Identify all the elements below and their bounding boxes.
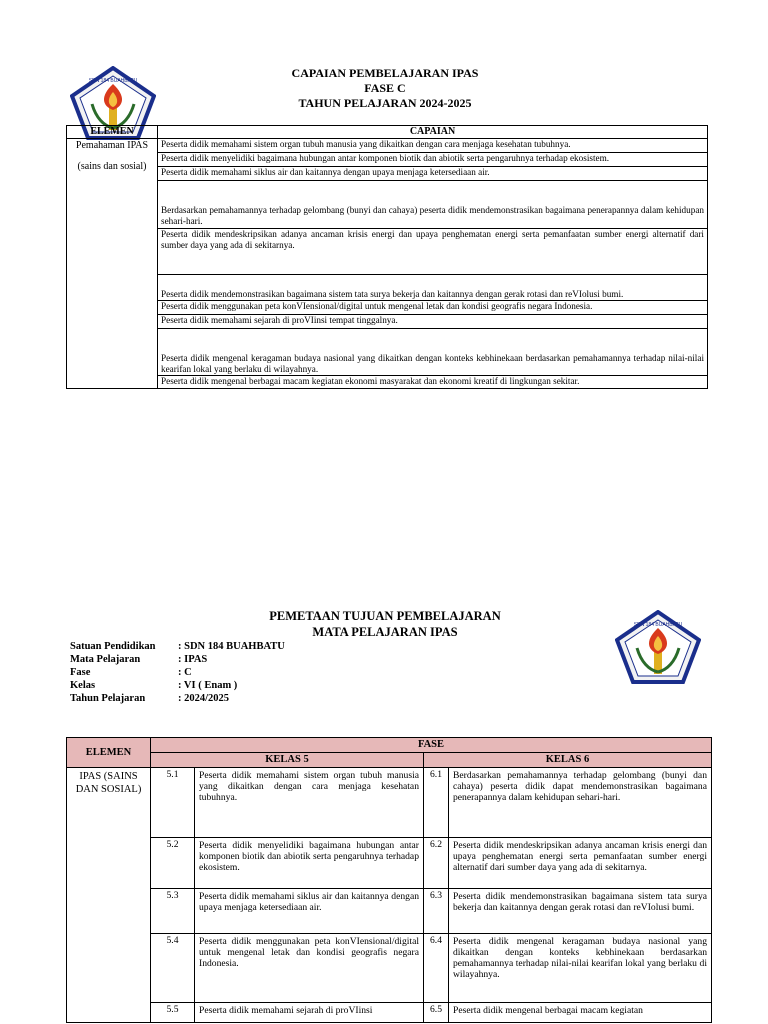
info-row [70, 692, 285, 705]
tp-number: 6.5 [424, 1003, 449, 1023]
info-block [70, 640, 285, 705]
tp-number: 6.3 [424, 889, 449, 934]
doc1-title-line-2: FASE C [364, 81, 406, 95]
tp-text: Peserta didik menggunakan peta konVIensional/digital untuk mengenal letak dan kondisi geografis negara Indonesia. [195, 934, 424, 1003]
info-label: Fase [70, 667, 91, 678]
tp-text: Peserta didik memahami sistem organ tubuh manusia yang dikaitkan dengan cara menjaga kesehatan tubuhnya. [195, 768, 424, 838]
capaian-row: Peserta didik mengenal berbagai macam kegiatan ekonomi masyarakat dan ekonomi kreatif di lingkungan sekitar. [158, 376, 708, 389]
info-value: : SDN 184 BUAHBATU [178, 641, 285, 652]
tp-text: Peserta didik mengenal keragaman budaya nasional yang dikaitkan dengan konteks kebhinekaan berdasarkan pemahamannya terhadap nilai-nilai kearifan lokal yang berlaku di wilayahnya. [449, 934, 712, 1003]
elemen-name: Pemahaman IPAS [75, 140, 149, 151]
info-row [70, 666, 285, 679]
svg-text:SDN 184 BUAHBATU: SDN 184 BUAHBATU [633, 622, 683, 628]
tp-number: 6.4 [424, 934, 449, 1003]
doc1-title [200, 66, 570, 111]
elemen-sub: (sains dan sosial) [77, 161, 147, 172]
tp-text: Peserta didik mendeskripsikan adanya ancaman krisis energi dan upaya penghematan energi serta pemanfaatan sumber energi alternatif dari sumber daya yang ada di sekitarnya. [449, 838, 712, 889]
info-row [70, 653, 285, 666]
tp-text: Berdasarkan pemahamannya terhadap gelombang (bunyi dan cahaya) peserta didik dapat mendemonstrasikan bagaimana penerapannya dalam kehidupan sehari-hari. [449, 768, 712, 838]
tp-text: Peserta didik memahami siklus air dan kaitannya dengan upaya menjaga ketersediaan air. [195, 889, 424, 934]
tp-number: 5.5 [151, 1003, 195, 1023]
info-label: Kelas [70, 680, 96, 691]
info-row [70, 679, 285, 692]
doc1-title-line-3: TAHUN PELAJARAN 2024-2025 [298, 96, 472, 110]
tp-number: 5.4 [151, 934, 195, 1003]
tp-text: Peserta didik mendemonstrasikan bagaimana sistem tata surya bekerja dan kaitannya dengan gerak rotasi dan reVIolusi bumi. [449, 889, 712, 934]
school-logo [615, 610, 701, 684]
capaian-row: Peserta didik memahami sejarah di proVIinsi tempat tinggalnya. [158, 315, 708, 329]
tp-number: 5.1 [151, 768, 195, 838]
capaian-row: Peserta didik memahami siklus air dan kaitannya dengan upaya menjaga ketersediaan air. [158, 167, 708, 181]
tp-text: Peserta didik menyelidiki bagaimana hubungan antar komponen biotik dan abiotik serta pengaruhnya terhadap ekosistem. [195, 838, 424, 889]
header-fase: FASE [151, 738, 712, 753]
doc2-title [200, 608, 570, 640]
info-value: : VI ( Enam ) [178, 680, 238, 691]
tp-number: 5.2 [151, 838, 195, 889]
header-kelas6: KELAS 6 [424, 753, 712, 768]
capaian-table [66, 125, 708, 389]
info-label: Satuan Pendidikan [70, 641, 156, 652]
tp-number: 5.3 [151, 889, 195, 934]
svg-text:SDN 184 BUAHBATU: SDN 184 BUAHBATU [88, 78, 138, 84]
info-row [70, 640, 285, 653]
elemen-cell [67, 139, 158, 389]
capaian-row: Peserta didik memahami sistem organ tubuh manusia yang dikaitkan dengan cara menjaga kesehatan tubuhnya. [158, 139, 708, 153]
info-value: : 2024/2025 [178, 693, 230, 704]
pemetaan-table [66, 737, 712, 1023]
header-capaian: CAPAIAN [158, 126, 708, 139]
tp-number: 6.2 [424, 838, 449, 889]
capaian-row: Peserta didik menyelidiki bagaimana hubungan antar komponen biotik dan abiotik serta pengaruhnya terhadap ekosistem. [158, 153, 708, 167]
header-kelas5: KELAS 5 [151, 753, 424, 768]
doc2-title-line-1: PEMETAAN TUJUAN PEMBELAJARAN [269, 609, 501, 623]
info-value: : C [178, 667, 192, 678]
info-value: : IPAS [178, 654, 208, 665]
doc2-title-line-2: MATA PELAJARAN IPAS [312, 625, 458, 639]
capaian-row: Berdasarkan pemahamannya terhadap gelombang (bunyi dan cahaya) peserta didik mendemonstrasikan bagaimana penerapannya dalam kehidupan sehari-hari. [158, 181, 708, 229]
header-elemen: ELEMEN [67, 126, 158, 139]
elemen-cell: IPAS (SAINS DAN SOSIAL) [67, 768, 151, 1023]
capaian-row: Peserta didik mendemonstrasikan bagaimana sistem tata surya bekerja dan kaitannya dengan gerak rotasi dan reVIolusi bumi. [158, 275, 708, 301]
doc1-title-line-1: CAPAIAN PEMBELAJARAN IPAS [291, 66, 479, 80]
capaian-row: Peserta didik menggunakan peta konVIensional/digital untuk mengenal letak dan kondisi geografis negara Indonesia. [158, 301, 708, 315]
info-label: Tahun Pelajaran [70, 693, 146, 704]
capaian-row: Peserta didik mendeskripsikan adanya ancaman krisis energi dan upaya penghematan energi serta pemanfaatan sumber energi alternatif dari sumber daya yang ada di sekitarnya. [158, 229, 708, 275]
info-label: Mata Pelajaran [70, 654, 141, 665]
tp-text: Peserta didik memahami sejarah di proVIinsi [195, 1003, 424, 1023]
header-elemen: ELEMEN [67, 738, 151, 768]
capaian-row: Peserta didik mengenal keragaman budaya nasional yang dikaitkan dengan konteks kebhinekaan berdasarkan pemahamannya terhadap nilai-nilai kearifan lokal yang berlaku di wilayahnya. [158, 329, 708, 376]
tp-text: Peserta didik mengenal berbagai macam kegiatan [449, 1003, 712, 1023]
tp-number: 6.1 [424, 768, 449, 838]
